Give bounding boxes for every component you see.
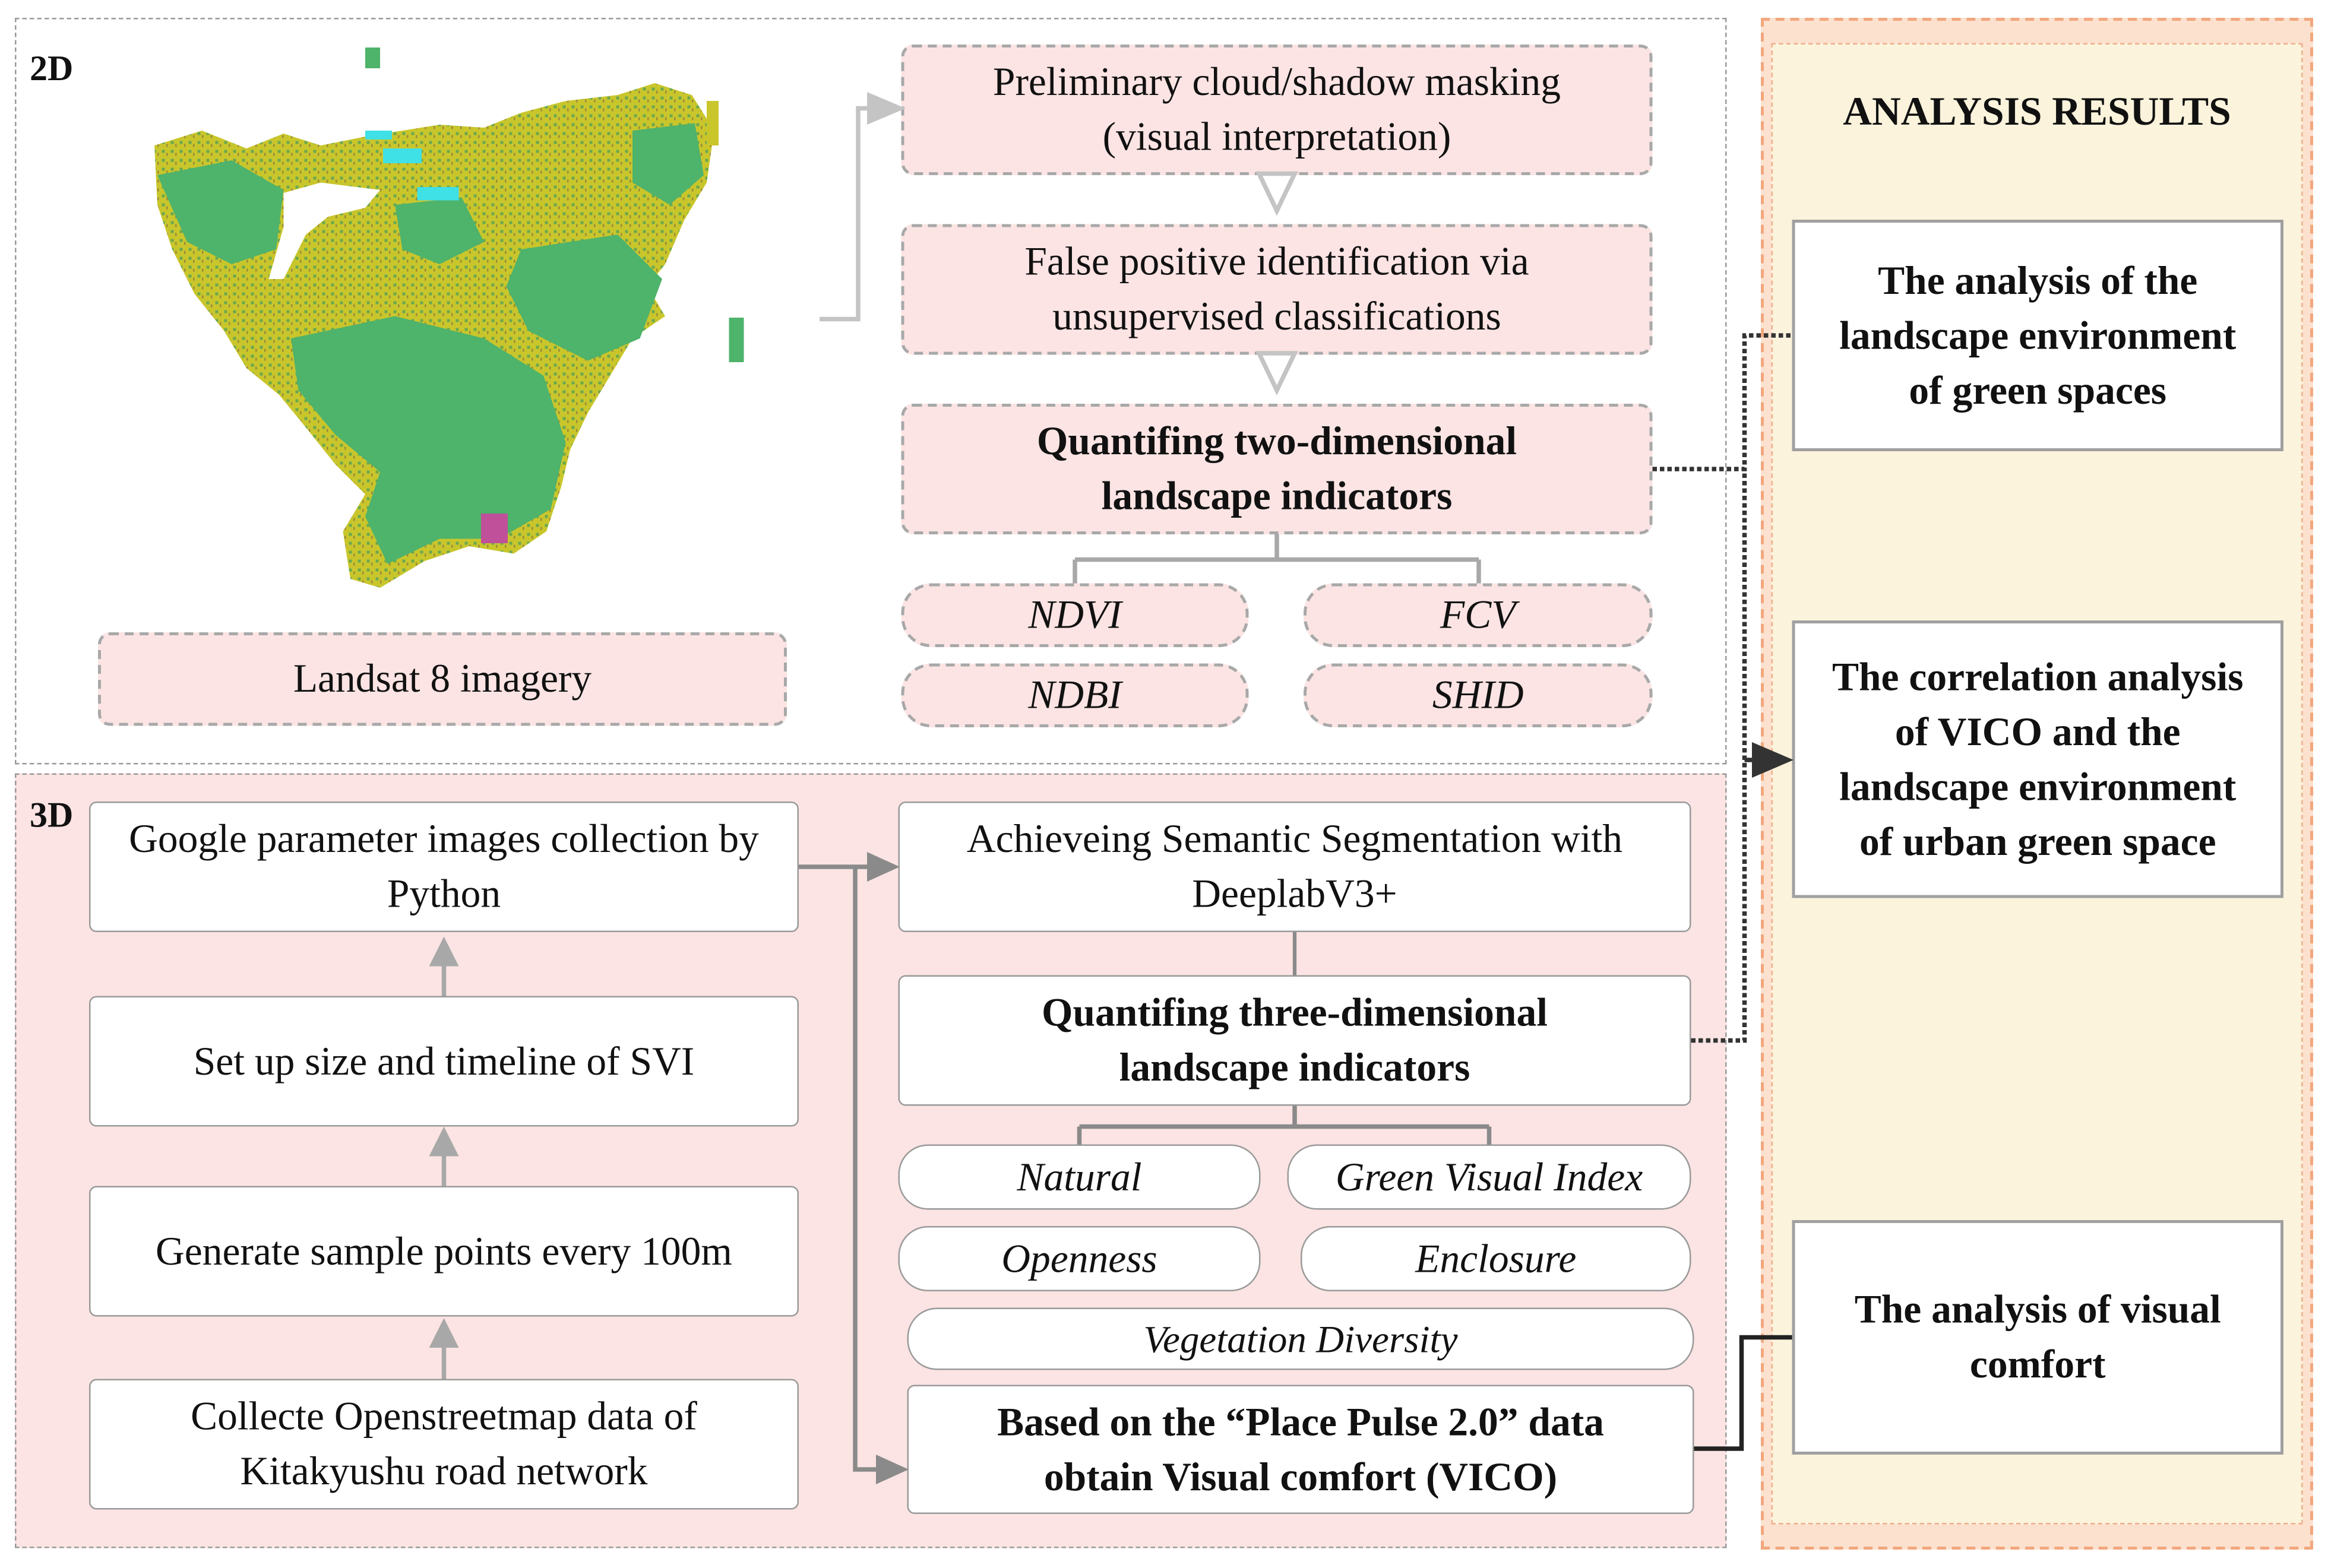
arrow-to-vico: [876, 1455, 909, 1484]
step-svi-setup-label: Set up size and timeline of SVI: [193, 1038, 695, 1083]
result-correlation-analysis-label: The correlation analysis of VICO and the landscape environment of urban green space: [1832, 654, 2244, 863]
indicator-fcv-label: FCV: [1440, 592, 1516, 637]
step-cloud-masking-label: Preliminary cloud/shadow masking (visual interpretation): [992, 59, 1561, 159]
landsat-source-label: Landsat 8 imagery: [293, 656, 592, 701]
connector-left-stack: [429, 937, 459, 1379]
connector-to-results: [1653, 335, 1792, 1041]
step-quantify-2d-label: Quantifing two-dimensional landscape indicators: [1036, 419, 1517, 518]
arrow-to-segmentation: [867, 852, 900, 882]
indicator-vegetation-diversity-label: Vegetation Diversity: [1143, 1317, 1458, 1361]
label-3d: 3D: [30, 797, 74, 836]
connector-vico-to-comfort: [1694, 1338, 1792, 1449]
indicator-natural-label: Natural: [1017, 1154, 1142, 1199]
step-sample-points-label: Generate sample points every 100m: [155, 1228, 732, 1273]
result-visual-comfort-label: The analysis of visual comfort: [1854, 1287, 2221, 1386]
arrow-false-positive-to-quantify: [1259, 353, 1295, 391]
label-2d: 2D: [30, 50, 74, 89]
result-landscape-analysis-label: The analysis of the landscape environment of green spaces: [1839, 257, 2237, 412]
indicator-shid-label: SHID: [1432, 672, 1524, 717]
indicator-ndvi-label: NDVI: [1028, 592, 1122, 637]
connector-2d-indicators: [1075, 534, 1479, 584]
connector-google-to-right: [799, 867, 885, 1469]
arrow-masking-to-false-positive: [1259, 174, 1295, 211]
results-title: ANALYSIS RESULTS: [1843, 89, 2231, 134]
step-quantify-3d-label: Quantifing three-dimensional landscape indicators: [1041, 990, 1548, 1089]
indicator-enclosure-label: Enclosure: [1415, 1236, 1577, 1281]
connector-map-to-masking: [820, 92, 906, 319]
step-semantic-segmentation-label: Achieveing Semantic Segmentation with DeeplabV3+: [966, 816, 1623, 916]
arrow-to-correlation: [1752, 742, 1794, 778]
step-false-positive-label: False positive identification via unsupervised classifications: [1024, 239, 1529, 338]
connector-3d-indicators: [1080, 1106, 1489, 1145]
indicator-ndbi-label: NDBI: [1028, 672, 1122, 717]
indicator-green-visual-index-label: Green Visual Index: [1335, 1154, 1643, 1199]
step-vico-label: Based on the “Place Pulse 2.0” data obtain Visual comfort (VICO): [997, 1399, 1604, 1499]
indicator-openness-label: Openness: [1001, 1236, 1157, 1281]
step-openstreetmap-label: Collecte Openstreetmap data of Kitakyushu road network: [191, 1393, 697, 1493]
step-google-images-label: Google parameter images collection by Python: [129, 816, 759, 916]
